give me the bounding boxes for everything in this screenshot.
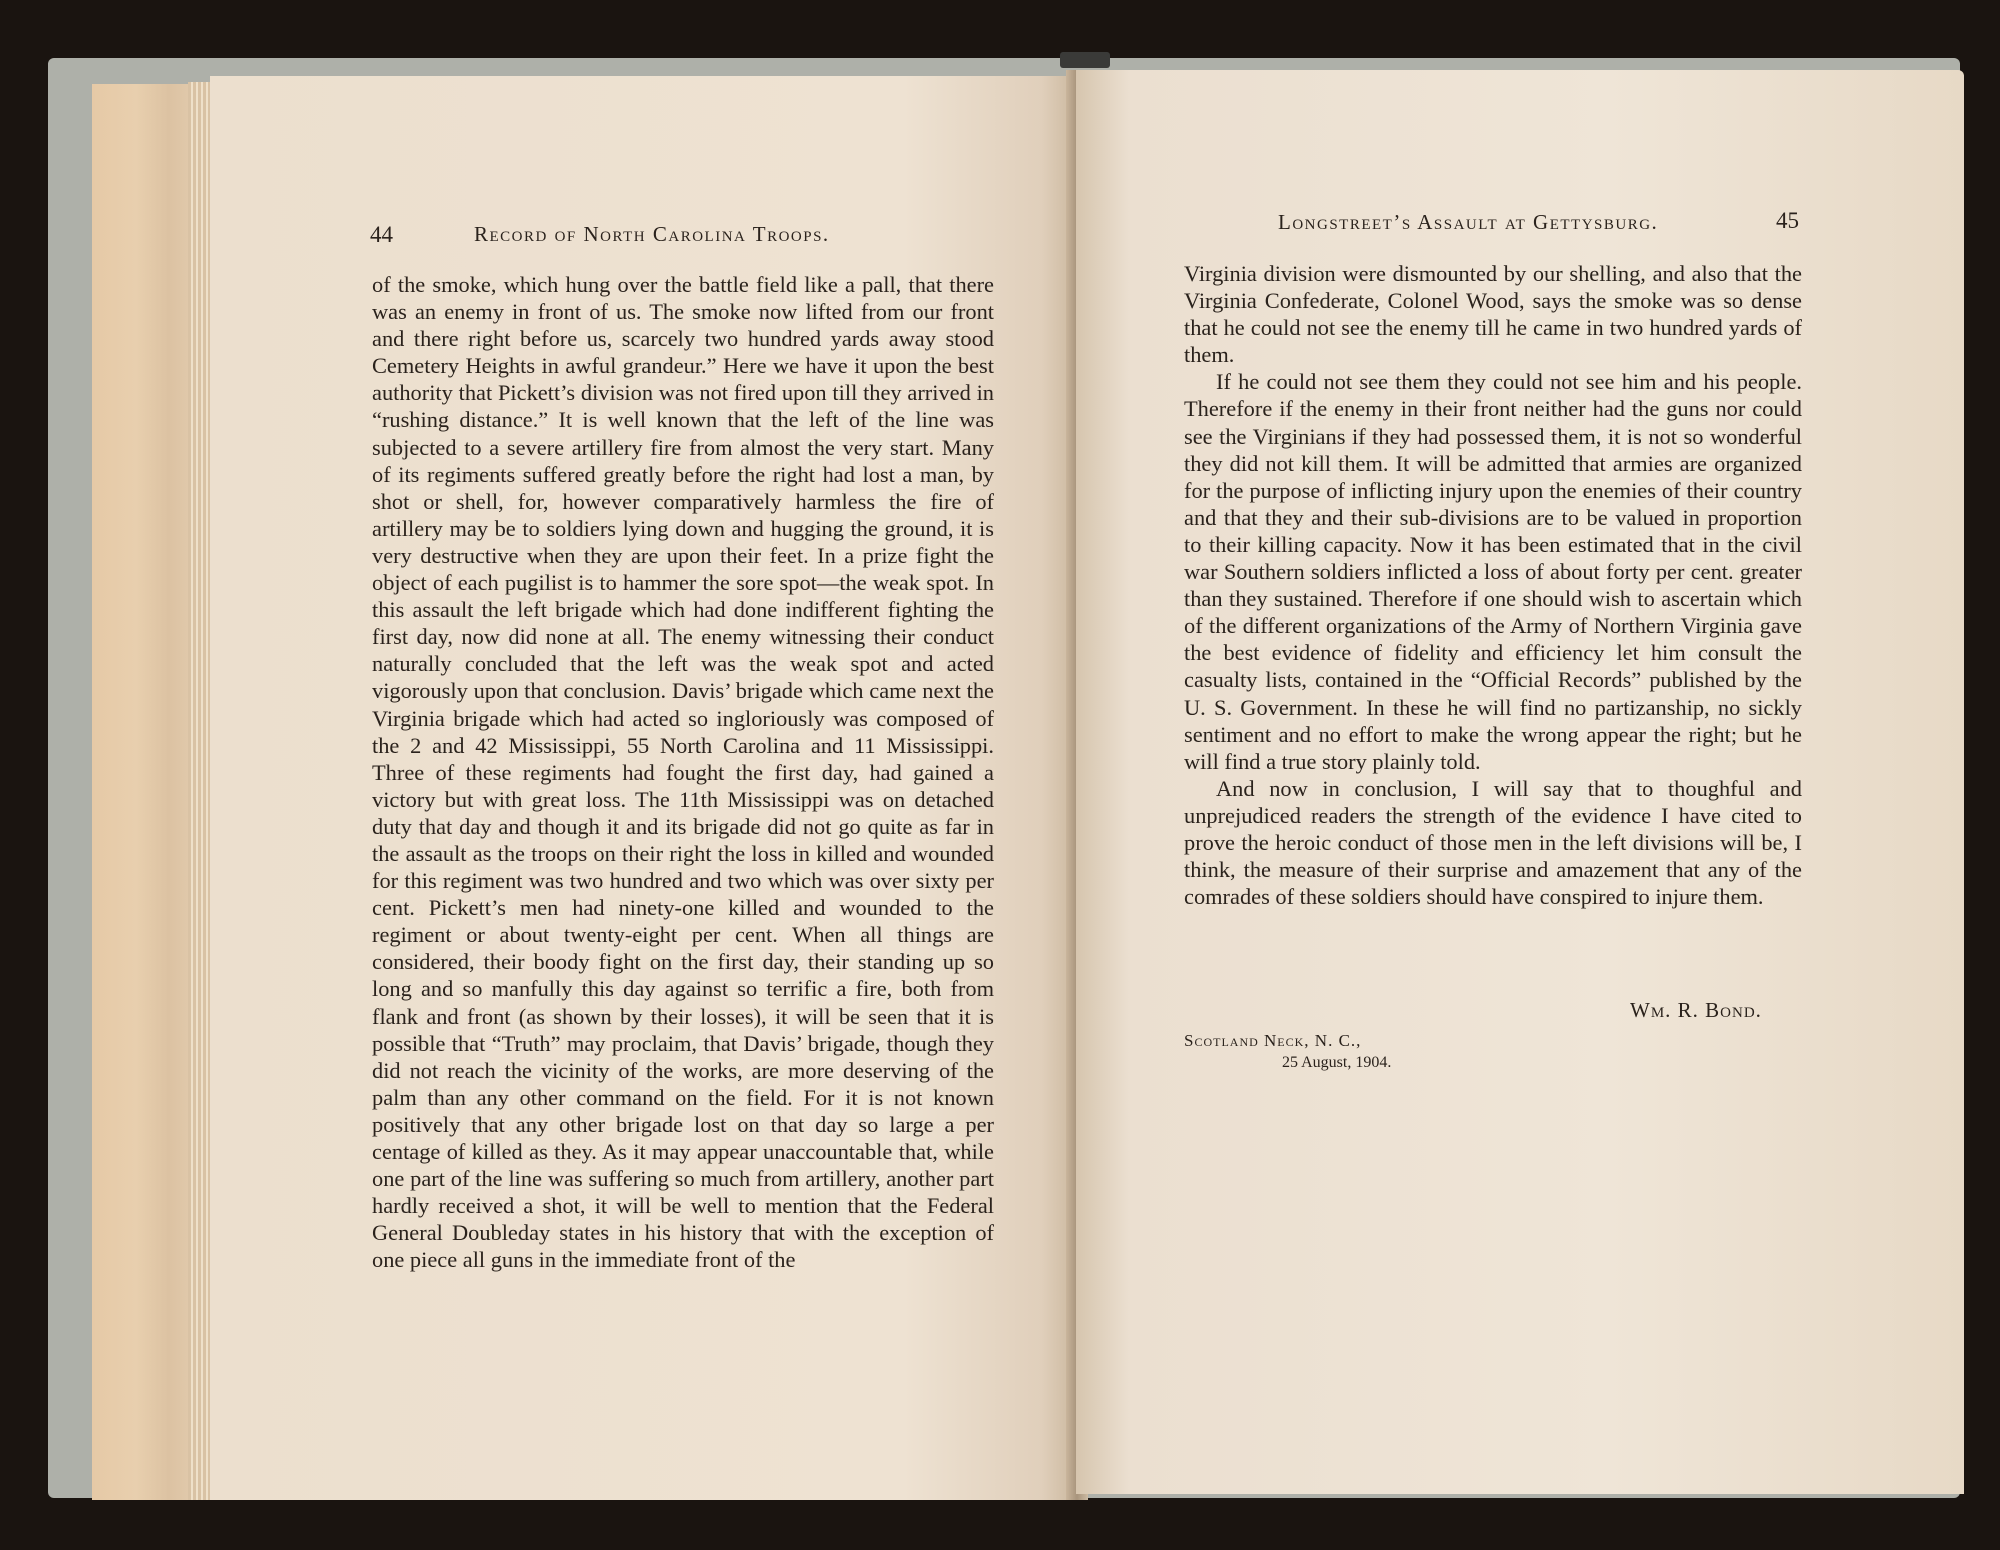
right-page-text	[1184, 260, 1802, 910]
left-running-head: Record of North Carolina Troops.	[474, 222, 830, 246]
left-page	[210, 76, 1076, 1500]
page-edges	[92, 84, 202, 1500]
right-page	[1076, 70, 1964, 1494]
dateline-place: Scotland Neck, N. C.,	[1184, 1031, 1362, 1050]
left-page-text	[372, 271, 994, 1273]
right-paragraph-1: Virginia division were dismounted by our shelling, and also that the Virginia Confederate, Colonel Wood, says the smoke was so dense that he could not see the enemy till he came in two hundred yards of them.	[1184, 261, 1802, 368]
spine-top	[1060, 52, 1110, 68]
left-page-number: 44	[370, 222, 393, 247]
left-paragraph-1: of the smoke, which hung over the battle field like a pall, that there was an enemy in front of us. The smoke now lifted from our front and there right before us, scarcely two hundred yards away stood Cemetery Heights in awful grandeur.” Here we have it upon the best authority that Pickett’s division was not fired upon till they arrived in “rushing distance.” It is well known that the left of the line was subjected to a severe artillery fire from almost the very start. Many of its regiments suffered greatly before the right had lost a man, by shot or shell, for, however comparatively harmless the fire of artillery may be to soldiers lying down and hugging the ground, it is very destructive when they are upon their feet. In a prize fight the object of each pugilist is to hammer the sore spot—the weak spot. In this assault the left brigade which had done indifferent fighting the first day, now did none at all. The enemy witnessing their conduct naturally concluded that the left was the weak spot and acted vigorously upon that conclusion. Davis’ brigade which came next the Virginia brigade which had acted so ingloriously was composed of the 2 and 42 Mississippi, 55 North Carolina and 11 Mississippi. Three of these regiments had fought the first day, had gained a victory but with great loss. The 11th Mississippi was on detached duty that day and though it and its brigade did not go quite as far in the assault as the troops on their right the loss in killed and wounded for this regiment was two hundred and two which was over sixty per cent. Pickett’s men had ninety-one killed and wounded to the regiment or about twenty-eight per cent. When all things are considered, their boody fight on the first day, their standing up so long and so manfully this day against so terrific a fire, both from flank and front (as shown by their losses), it will be seen that it is possible that “Truth” may proclaim, that Davis’ brigade, though they did not reach the vicinity of the works, are more deserving of the palm than any other command on the field. For it is not known positively that any other brigade lost on that day so large a per centage of killed as they. As it may appear unaccountable that, while one part of the line was suffering so much from artillery, another part hardly received a shot, it will be well to mention that the Federal General Doubleday states in his history that with the exception of one piece all guns in the immediate front of the	[372, 272, 994, 1273]
right-paragraph-3: And now in conclusion, I will say that to thoughful and unprejudiced readers the strength of the evidence I have cited to prove the heroic conduct of those men in the left divisions will be, I think, the measure of their surprise and amazement that any of the comrades of these soldiers should have conspired to injure them.	[1184, 775, 1802, 910]
right-running-head: Longstreet’s Assault at Gettysburg.	[1278, 210, 1659, 234]
right-paragraph-2: If he could not see them they could not see him and his people. Therefore if the enemy in their front neither had the guns nor could see the Virginians if they had possessed them, it is not so wonderful they did not kill them. It will be admitted that armies are organized for the purpose of inflicting injury upon the enemies of their country and that they and their sub-divisions are to be valued in proportion to their killing capacity. Now it has been estimated that in the civil war Southern soldiers inflicted a loss of about forty per cent. greater than they sustained. Therefore if one should wish to ascertain which of the different organizations of the Army of Northern Virginia gave the best evidence of fidelity and efficiency let him consult the casualty lists, contained in the “Official Records” published by the U. S. Government. In these he will find no partizanship, no sickly sentiment and no effort to make the wrong appear the right; but he will find a true story plainly told.	[1184, 369, 1802, 774]
right-page-number: 45	[1776, 208, 1799, 233]
dateline	[1184, 1030, 1391, 1074]
author-signature: Wm. R. Bond.	[1630, 998, 1762, 1022]
dateline-date: 25 August, 1904.	[1282, 1054, 1392, 1071]
